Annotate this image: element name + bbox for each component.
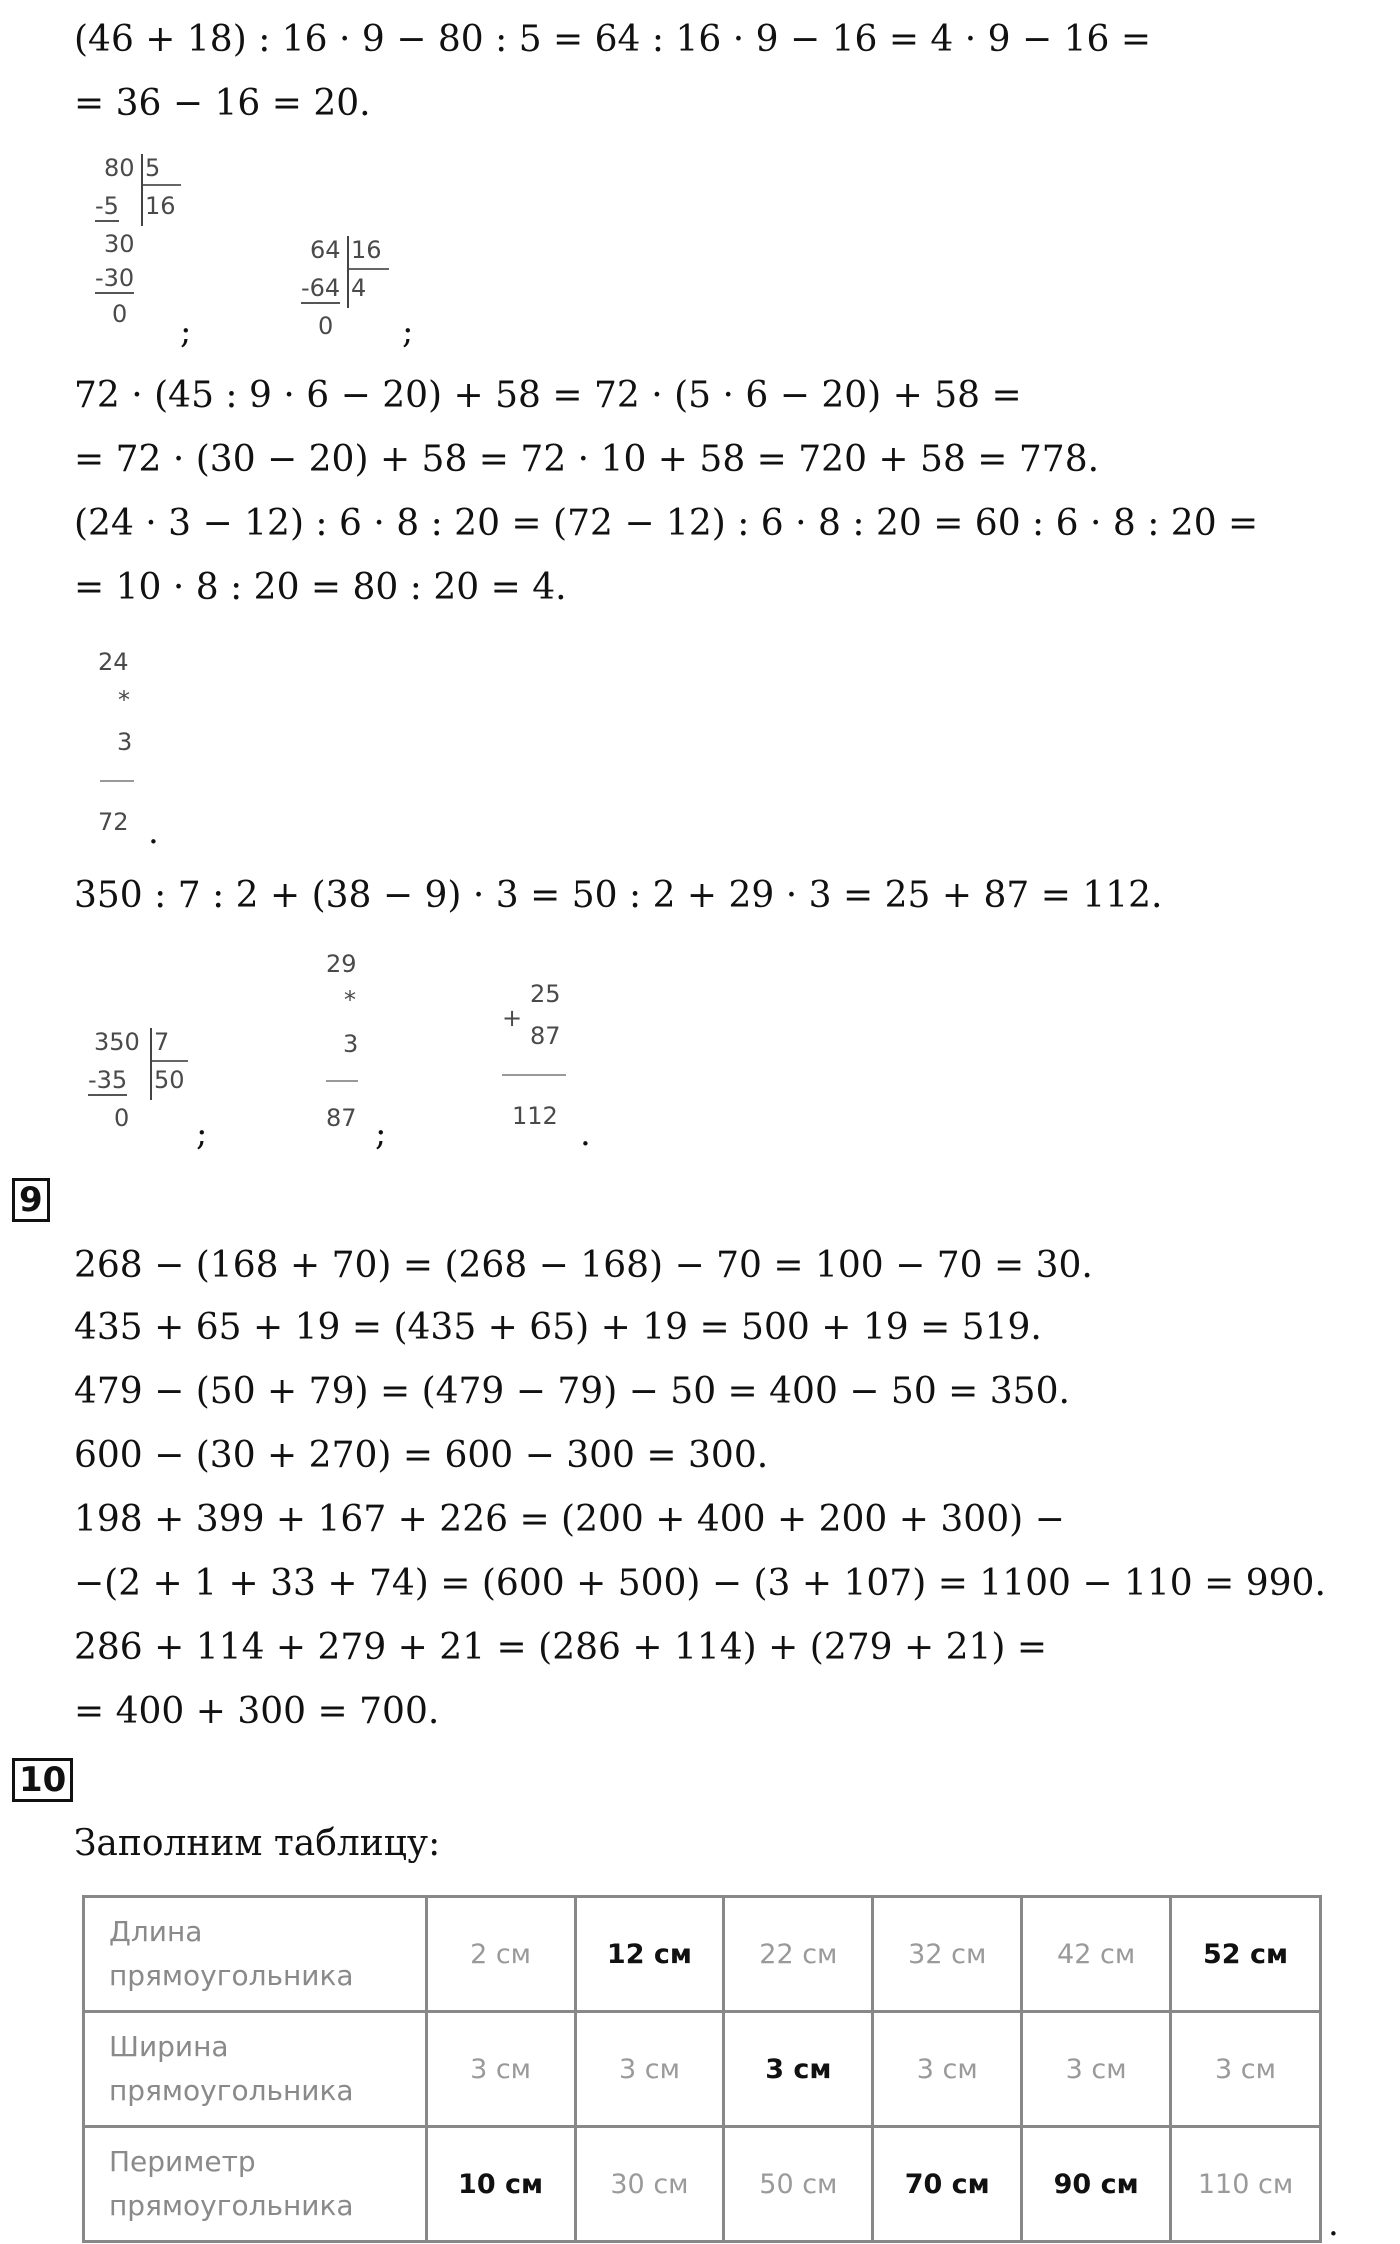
factor: 24	[98, 648, 129, 676]
separator: ;	[180, 312, 192, 352]
sum: 112	[512, 1102, 558, 1130]
separator: .	[580, 1114, 591, 1154]
table-cell: 3 см	[873, 2012, 1022, 2127]
table-cell: 22 см	[724, 1897, 873, 2012]
divisor-underline	[143, 184, 181, 186]
table-cell: 3 см	[1171, 2012, 1321, 2127]
table-cell: 42 см	[1022, 1897, 1171, 2012]
divisor-underline	[152, 1060, 188, 1062]
result-line	[326, 1080, 358, 1082]
table-cell: 110 см	[1171, 2127, 1321, 2242]
operator: *	[344, 986, 356, 1014]
table-cell: 90 см	[1022, 2127, 1171, 2242]
divisor: 16	[351, 236, 382, 264]
separator: .	[148, 812, 159, 852]
remainder: 0	[114, 1104, 130, 1132]
table-cell: 10 см	[426, 2127, 575, 2242]
dividend: 350	[94, 1028, 140, 1056]
result-line	[100, 780, 134, 782]
table-cell: 3 см	[1022, 2012, 1171, 2127]
table-cell: 52 см	[1171, 1897, 1321, 2012]
row-header: Ширина прямоугольника	[84, 2012, 427, 2127]
remainder: 30	[104, 230, 135, 258]
product: 87	[326, 1104, 357, 1132]
operator: *	[118, 686, 130, 714]
table-cell: 3 см	[426, 2012, 575, 2127]
remainder: 0	[318, 312, 334, 340]
factor: 3	[343, 1030, 359, 1058]
table-cell: 30 см	[575, 2127, 724, 2242]
separator: ;	[196, 1114, 208, 1154]
task-instruction: Заполним таблицу:	[74, 1823, 441, 1864]
divisor: 7	[154, 1028, 170, 1056]
addend: 87	[530, 1022, 561, 1050]
table-cell: 3 см	[575, 2012, 724, 2127]
expression-line: = 10 · 8 : 20 = 80 : 20 = 4.	[74, 567, 567, 608]
factor: 3	[117, 728, 133, 756]
addend: 25	[530, 980, 561, 1008]
separator: ;	[375, 1114, 387, 1154]
expression-line: 435 + 65 + 19 = (435 + 65) + 19 = 500 + 19 = 519.	[74, 1307, 1042, 1348]
operator: +	[502, 1004, 523, 1032]
expression-line: 600 − (30 + 270) = 600 − 300 = 300.	[74, 1435, 769, 1476]
quotient: 50	[154, 1066, 185, 1094]
table-cell: 2 см	[426, 1897, 575, 2012]
divisor-underline	[349, 268, 389, 270]
expression-line: 198 + 399 + 167 + 226 = (200 + 400 + 200 + 300) −	[74, 1499, 1065, 1540]
table-row	[84, 2012, 1321, 2127]
table-cell: 32 см	[873, 1897, 1022, 2012]
division-bar	[150, 1028, 152, 1100]
dividend: 80	[104, 154, 135, 182]
separator: .	[1328, 2204, 1339, 2244]
expression-line: = 400 + 300 = 700.	[74, 1691, 440, 1732]
expression-line: 72 · (45 : 9 · 6 − 20) + 58 = 72 · (5 · 6 − 20) + 58 =	[74, 375, 1022, 416]
quotient: 4	[351, 274, 367, 302]
rectangle-table	[82, 1895, 1322, 2243]
division-bar	[347, 236, 349, 308]
product: 72	[98, 808, 129, 836]
result-line	[502, 1074, 566, 1076]
subtrahend: -64	[301, 274, 341, 302]
subtrahend: -5	[95, 192, 119, 220]
table-cell: 3 см	[724, 2012, 873, 2127]
table-cell: 70 см	[873, 2127, 1022, 2242]
expression-line: 286 + 114 + 279 + 21 = (286 + 114) + (279 + 21) =	[74, 1627, 1048, 1668]
table-row	[84, 1897, 1321, 2012]
expression-line: = 72 · (30 − 20) + 58 = 72 · 10 + 58 = 720 + 58 = 778.	[74, 439, 1100, 480]
row-header: Длина прямоугольника	[84, 1897, 427, 2012]
expression-line: 268 − (168 + 70) = (268 − 168) − 70 = 100 − 70 = 30.	[74, 1245, 1093, 1286]
expression-line: 479 − (50 + 79) = (479 − 79) − 50 = 400 − 50 = 350.	[74, 1371, 1070, 1412]
table-row	[84, 2127, 1321, 2242]
quotient: 16	[145, 192, 176, 220]
expression-line: = 36 − 16 = 20.	[74, 83, 371, 124]
expression-line: (46 + 18) : 16 · 9 − 80 : 5 = 64 : 16 · 9 − 16 = 4 · 9 − 16 =	[74, 19, 1152, 60]
subtrahend: -30	[95, 264, 135, 292]
task-number-10: 10	[12, 1758, 73, 1802]
divisor: 5	[145, 154, 161, 182]
factor: 29	[326, 950, 357, 978]
expression-line: 350 : 7 : 2 + (38 − 9) · 3 = 50 : 2 + 29 · 3 = 25 + 87 = 112.	[74, 875, 1163, 916]
task-number-9: 9	[12, 1178, 50, 1222]
table-cell: 12 см	[575, 1897, 724, 2012]
subtrahend: -35	[88, 1066, 128, 1094]
table-cell: 50 см	[724, 2127, 873, 2242]
row-header: Периметр прямоугольника	[84, 2127, 427, 2242]
expression-line: (24 · 3 − 12) : 6 · 8 : 20 = (72 − 12) : 6 · 8 : 20 = 60 : 6 · 8 : 20 =	[74, 503, 1259, 544]
remainder: 0	[112, 300, 128, 328]
separator: ;	[402, 312, 414, 352]
dividend: 64	[310, 236, 341, 264]
division-bar	[141, 154, 143, 226]
expression-line: −(2 + 1 + 33 + 74) = (600 + 500) − (3 + 107) = 1100 − 110 = 990.	[74, 1563, 1326, 1604]
